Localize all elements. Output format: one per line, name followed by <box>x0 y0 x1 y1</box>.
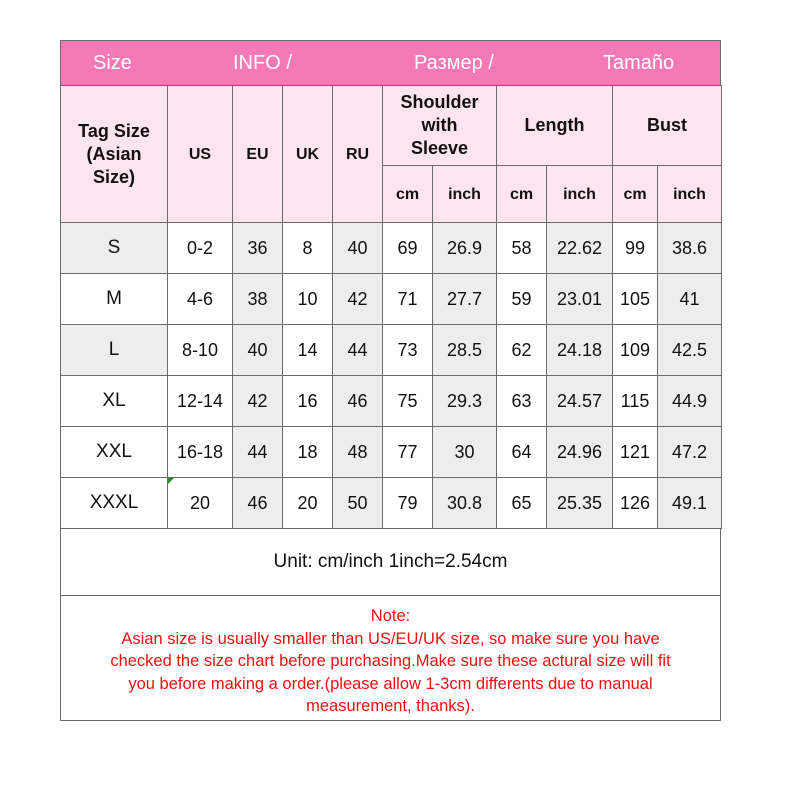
tag-cell: M <box>61 274 168 325</box>
us-header: US <box>168 86 233 223</box>
note-title: Note: <box>370 607 411 625</box>
eu-cell: 36 <box>233 223 283 274</box>
length-inch-cell: 24.18 <box>547 325 613 376</box>
tag-size-header-line1: Tag Size <box>78 120 150 141</box>
eu-cell: 42 <box>233 376 283 427</box>
ru-header: RU <box>333 86 383 223</box>
shoulder-cm-cell: 71 <box>383 274 433 325</box>
tag-cell: XXXL <box>61 478 168 529</box>
length-cm-cell: 63 <box>497 376 547 427</box>
shoulder-header-line1: Shoulder <box>400 92 479 112</box>
shoulder-inch-cell: 27.7 <box>433 274 497 325</box>
bust-cm-cell: 105 <box>613 274 658 325</box>
eu-cell: 44 <box>233 427 283 478</box>
table-row <box>61 478 722 529</box>
us-cell: 16-18 <box>168 427 233 478</box>
uk-cell: 20 <box>283 478 333 529</box>
bust-cm-cell: 121 <box>613 427 658 478</box>
shoulder-cm-cell: 79 <box>383 478 433 529</box>
table-row <box>61 427 722 478</box>
tag-cell: XXL <box>61 427 168 478</box>
bust-inch-header: inch <box>658 166 722 223</box>
tag-size-header <box>61 86 168 223</box>
uk-cell: 16 <box>283 376 333 427</box>
bust-header: Bust <box>613 86 722 166</box>
unit-conversion: Unit: cm/inch 1inch=2.54cm <box>60 529 721 596</box>
banner-tamano-label: Tamaño <box>603 52 675 74</box>
note-line-3: you before making a order.(please allow 1-3cm differents due to manual <box>128 674 653 693</box>
us-cell: 4-6 <box>168 274 233 325</box>
length-inch-cell: 24.96 <box>547 427 613 478</box>
eu-cell: 38 <box>233 274 283 325</box>
length-cm-cell: 65 <box>497 478 547 529</box>
bust-inch-cell: 38.6 <box>658 223 722 274</box>
size-table <box>60 85 722 529</box>
uk-header: UK <box>283 86 333 223</box>
us-cell: 8-10 <box>168 325 233 376</box>
note-line-4: measurement, thanks). <box>306 697 475 715</box>
table-row <box>61 223 722 274</box>
bust-inch-cell: 41 <box>658 274 722 325</box>
shoulder-cm-cell: 69 <box>383 223 433 274</box>
uk-cell: 14 <box>283 325 333 376</box>
uk-cell: 10 <box>283 274 333 325</box>
note-line-1: Asian size is usually smaller than US/EU/UK size, so make sure you have <box>121 629 660 648</box>
ru-cell: 46 <box>333 376 383 427</box>
shoulder-cm-header: cm <box>383 166 433 223</box>
length-cm-cell: 64 <box>497 427 547 478</box>
ru-cell: 42 <box>333 274 383 325</box>
shoulder-cm-cell: 77 <box>383 427 433 478</box>
table-row <box>61 274 722 325</box>
shoulder-header-line3: Sleeve <box>410 138 469 158</box>
bust-cm-cell: 109 <box>613 325 658 376</box>
bust-inch-cell: 42.5 <box>658 325 722 376</box>
us-cell: 0-2 <box>168 223 233 274</box>
shoulder-cm-cell: 73 <box>383 325 433 376</box>
length-inch-header: inch <box>547 166 613 223</box>
bust-cm-cell: 126 <box>613 478 658 529</box>
tag-size-header-line2: (Asian <box>86 143 142 164</box>
tag-cell: XL <box>61 376 168 427</box>
length-cm-cell: 62 <box>497 325 547 376</box>
banner-razmer-label: Размер / <box>414 52 494 74</box>
note-box <box>60 596 721 721</box>
eu-header: EU <box>233 86 283 223</box>
length-cm-cell: 59 <box>497 274 547 325</box>
table-row <box>61 376 722 427</box>
cell-marker-icon <box>168 478 174 484</box>
shoulder-inch-cell: 29.3 <box>433 376 497 427</box>
bust-cm-cell: 115 <box>613 376 658 427</box>
bust-inch-cell: 49.1 <box>658 478 722 529</box>
table-row <box>61 325 722 376</box>
shoulder-inch-cell: 28.5 <box>433 325 497 376</box>
length-inch-cell: 25.35 <box>547 478 613 529</box>
bust-cm-header: cm <box>613 166 658 223</box>
length-inch-cell: 22.62 <box>547 223 613 274</box>
shoulder-inch-cell: 26.9 <box>433 223 497 274</box>
banner-info-label: INFO / <box>233 52 292 74</box>
banner-size-label: Size <box>93 52 132 74</box>
us-cell: 12-14 <box>168 376 233 427</box>
shoulder-header <box>383 86 497 166</box>
ru-cell: 50 <box>333 478 383 529</box>
shoulder-header-line2: with <box>421 115 458 135</box>
eu-cell: 46 <box>233 478 283 529</box>
note-line-2: checked the size chart before purchasing.Make sure these actural size will fit <box>110 652 671 670</box>
length-cm-header: cm <box>497 166 547 223</box>
ru-cell: 44 <box>333 325 383 376</box>
ru-cell: 48 <box>333 427 383 478</box>
size-rows <box>61 223 722 529</box>
length-inch-cell: 23.01 <box>547 274 613 325</box>
ru-cell: 40 <box>333 223 383 274</box>
bust-inch-cell: 47.2 <box>658 427 722 478</box>
eu-cell: 40 <box>233 325 283 376</box>
length-inch-cell: 24.57 <box>547 376 613 427</box>
tag-cell: S <box>61 223 168 274</box>
bust-cm-cell: 99 <box>613 223 658 274</box>
uk-cell: 8 <box>283 223 333 274</box>
title-banner <box>60 40 721 85</box>
size-chart <box>60 40 721 721</box>
shoulder-inch-cell: 30.8 <box>433 478 497 529</box>
tag-size-header-line3: Size) <box>92 166 135 187</box>
shoulder-cm-cell: 75 <box>383 376 433 427</box>
length-header: Length <box>497 86 613 166</box>
length-cm-cell: 58 <box>497 223 547 274</box>
us-cell: 20 <box>168 478 233 529</box>
shoulder-inch-header: inch <box>433 166 497 223</box>
tag-cell: L <box>61 325 168 376</box>
bust-inch-cell: 44.9 <box>658 376 722 427</box>
uk-cell: 18 <box>283 427 333 478</box>
shoulder-inch-cell: 30 <box>433 427 497 478</box>
